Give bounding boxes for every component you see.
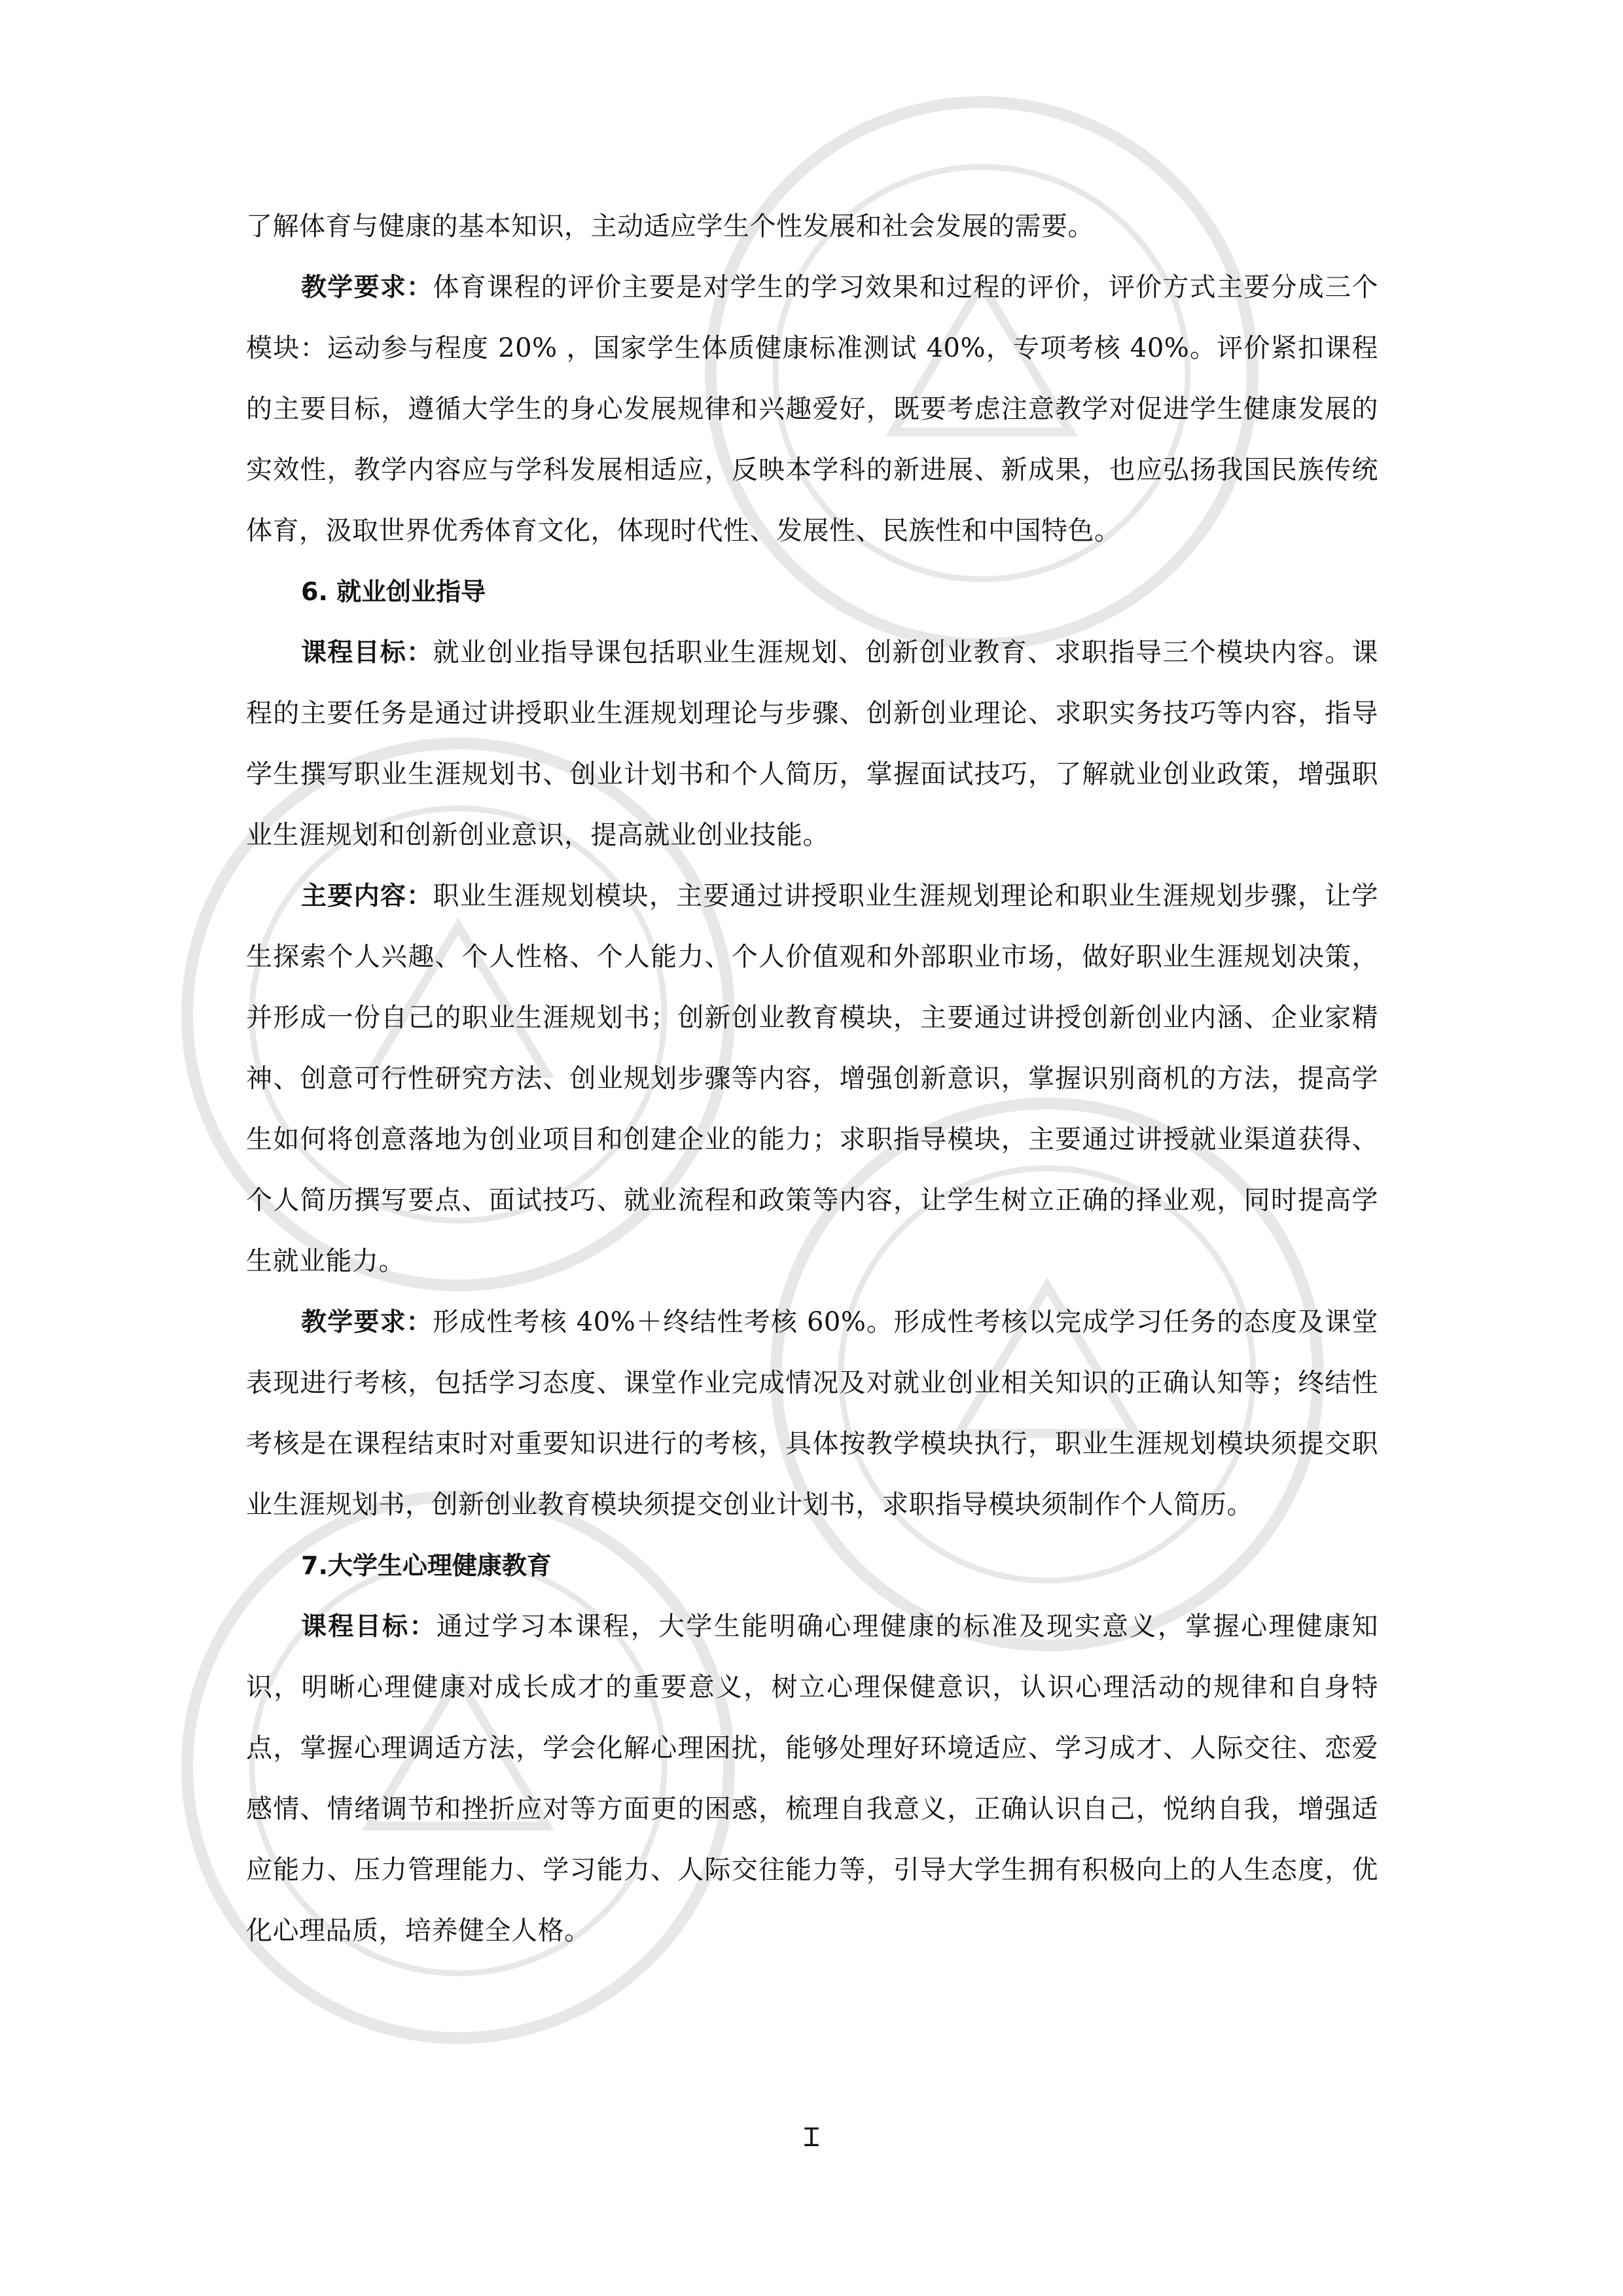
- paragraph-mental-health-course-goal: [246, 1596, 1378, 1962]
- document-body: [246, 196, 1378, 1962]
- paragraph-label: 教学要求：: [301, 273, 433, 302]
- paragraph-pe-teaching-requirements: [246, 257, 1378, 562]
- paragraph-employment-main-content: [246, 866, 1378, 1292]
- paragraph-text: 就业创业指导课包括职业生涯规划、创新创业教育、求职指导三个模块内容。课程的主要任务是通过讲授职业生涯规划理论与步骤、创新创业理论、求职实务技巧等内容，指导学生撰写职业生涯规划书、创业计划书和个人简历，掌握面试技巧，了解就业创业政策，增强职业生涯规划和创新创业意识，提高就业创业技能。: [246, 637, 1378, 850]
- paragraph-intro: 了解体育与健康的基本知识，主动适应学生个性发展和社会发展的需要。: [246, 211, 1094, 242]
- paragraph-label: 课程目标：: [301, 1612, 437, 1641]
- paragraph-label: 教学要求：: [301, 1308, 433, 1337]
- paragraph-label: 课程目标：: [301, 638, 433, 668]
- paragraph-text: 体育课程的评价主要是对学生的学习效果和过程的评价，评价方式主要分成三个模块：运动参与程度 20% ，国家学生体质健康标准测试 40%，专项考核 40%。评价紧扣课程的主要目标，遵循大学生的身心发展规律和兴趣爱好，既要考虑注意教学对促进学生健康发展的实效性，教学内容应与学科发展相适应，反映本学科的新进展、新成果，也应弘扬我国民族传统体育，汲取世界优秀体育文化，体现时代性、发展性、民族性和中国特色。: [246, 272, 1378, 546]
- paragraph-employment-teaching-requirements: [246, 1292, 1378, 1535]
- page-number: Ɪ: [804, 2123, 819, 2153]
- paragraph-label: 主要内容：: [301, 882, 433, 911]
- paragraph-text: 通过学习本课程，大学生能明确心理健康的标准及现实意义，掌握心理健康知识，明晰心理健康对成长成才的重要意义，树立心理保健意识，认识心理活动的规律和自身特点，掌握心理调适方法，学会化解心理困扰，能够处理好环境适应、学习成才、人际交往、恋爱感情、情绪调节和挫折应对等方面更的困惑，梳理自我意义，正确认识自己，悦纳自我，增强适应能力、压力管理能力、学习能力、人际交往能力等，引导大学生拥有积极向上的人生态度，优化心理品质，培养健全人格。: [246, 1611, 1378, 1946]
- paragraph-employment-course-goal: [246, 622, 1378, 866]
- paragraph-text: 形成性考核 40%＋终结性考核 60%。形成性考核以完成学习任务的态度及课堂表现进行考核，包括学习态度、课堂作业完成情况及对就业创业相关知识的正确认知等；终结性考核是在课程结束时对重要知识进行的考核，具体按教学模块执行，职业生涯规划模块须提交职业生涯规划书，创新创业教育模块须提交创业计划书，求职指导模块须制作个人简历。: [246, 1307, 1378, 1520]
- section-heading-mental-health: 7.大学生心理健康教育: [301, 1551, 552, 1580]
- section-heading-employment-guidance: 6. 就业创业指导: [301, 577, 486, 606]
- paragraph-text: 职业生涯规划模块，主要通过讲授职业生涯规划理论和职业生涯规划步骤，让学生探索个人兴趣、个人性格、个人能力、个人价值观和外部职业市场，做好职业生涯规划决策，并形成一份自己的职业生涯规划书；创新创业教育模块，主要通过讲授创新创业内涵、企业家精神、创意可行性研究方法、创业规划步骤等内容，增强创新意识，掌握识别商机的方法，提高学生如何将创意落地为创业项目和创建企业的能力；求职指导模块，主要通过讲授就业渠道获得、个人简历撰写要点、面试技巧、就业流程和政策等内容，让学生树立正确的择业观，同时提高学生就业能力。: [246, 881, 1378, 1276]
